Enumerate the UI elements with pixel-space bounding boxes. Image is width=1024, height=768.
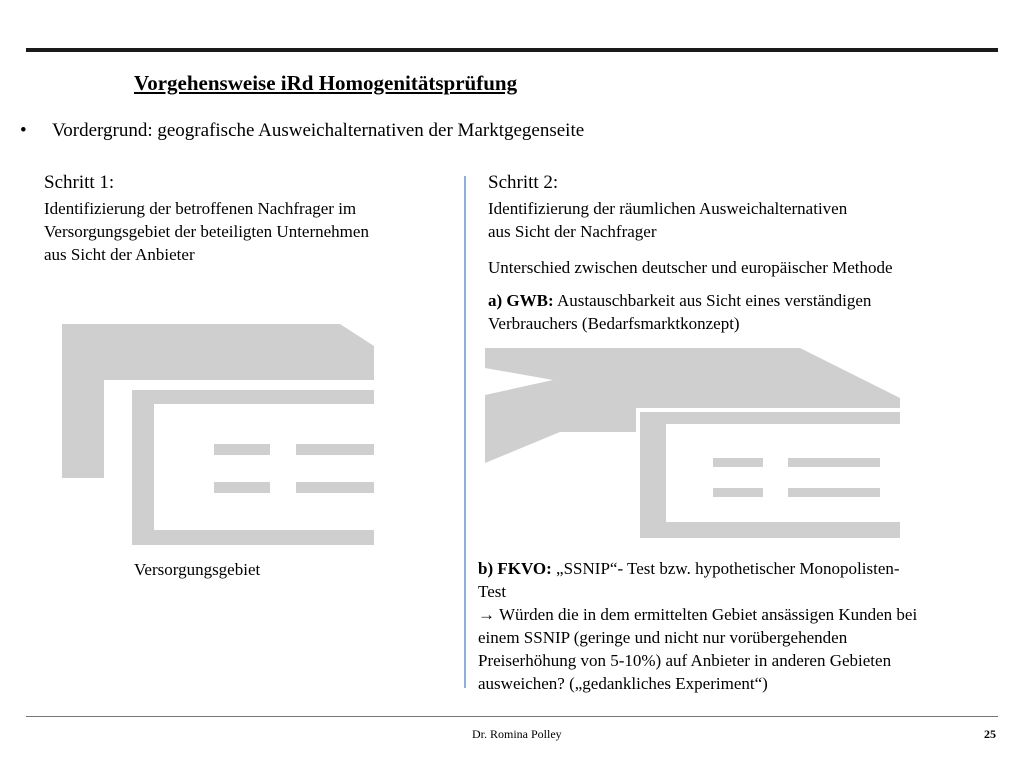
arrow-icon: → bbox=[478, 605, 495, 624]
bottom-rule bbox=[26, 716, 998, 717]
fkvo-line: Preiserhöhung von 5-10%) auf Anbieter in anderen Gebieten bbox=[478, 651, 892, 670]
slide-title: Vorgehensweise iRd Homogenitätsprüfung bbox=[134, 71, 518, 95]
right-inner-region-frame bbox=[640, 412, 900, 538]
footer-author: Dr. Romina Polley bbox=[472, 727, 562, 741]
right-line: Identifizierung der räumlichen Ausweichalternativen bbox=[488, 199, 848, 218]
right-heading: Schritt 2: bbox=[488, 172, 559, 193]
right-list-bar bbox=[788, 458, 880, 467]
fkvo-line: einem SSNIP (geringe und nicht nur vorübergehenden bbox=[478, 628, 848, 647]
gwb-line: Austauschbarkeit aus Sicht eines verständigen bbox=[553, 291, 872, 310]
left-line: Identifizierung der betroffenen Nachfrager im bbox=[44, 199, 357, 218]
left-list-bar bbox=[296, 444, 374, 455]
gwb-label: a) GWB: bbox=[488, 291, 554, 310]
fkvo-line: ausweichen? („gedankliches Experiment“) bbox=[478, 674, 768, 693]
left-list-bar bbox=[296, 482, 374, 493]
fkvo-line: Würden die in dem ermittelten Gebiet ansässigen Kunden bei bbox=[495, 605, 918, 624]
bullet-text: Vordergrund: geografische Ausweichalternativen der Marktgegenseite bbox=[52, 120, 585, 141]
left-list-bar bbox=[214, 482, 270, 493]
right-list-bar bbox=[713, 488, 763, 497]
right-outer-region-shape bbox=[485, 348, 900, 463]
left-figure-caption: Versorgungsgebiet bbox=[134, 560, 261, 579]
method-difference: Unterschied zwischen deutscher und europäischer Methode bbox=[488, 258, 893, 277]
left-line: Versorgungsgebiet der beteiligten Unternehmen bbox=[44, 222, 369, 241]
right-list-bar bbox=[788, 488, 880, 497]
column-divider bbox=[464, 176, 466, 688]
right-line: aus Sicht der Nachfrager bbox=[488, 222, 657, 241]
right-list-bar bbox=[713, 458, 763, 467]
page-number: 25 bbox=[984, 727, 996, 741]
bullet-icon: • bbox=[20, 120, 27, 141]
gwb-section bbox=[488, 289, 1008, 335]
right-region-figure bbox=[485, 348, 900, 538]
fkvo-line: „SSNIP“- Test bzw. hypothetischer Monopolisten- bbox=[551, 559, 900, 578]
left-inner-region-frame bbox=[132, 390, 374, 545]
right-description bbox=[488, 197, 1008, 243]
left-region-figure bbox=[62, 324, 374, 545]
fkvo-section bbox=[478, 557, 1008, 695]
fkvo-line: Test bbox=[478, 582, 507, 601]
left-heading: Schritt 1: bbox=[44, 172, 115, 193]
left-list-bar bbox=[214, 444, 270, 455]
fkvo-label: b) FKVO: bbox=[478, 559, 552, 578]
gwb-line: Verbrauchers (Bedarfsmarktkonzept) bbox=[488, 314, 740, 333]
left-line: aus Sicht der Anbieter bbox=[44, 245, 195, 264]
